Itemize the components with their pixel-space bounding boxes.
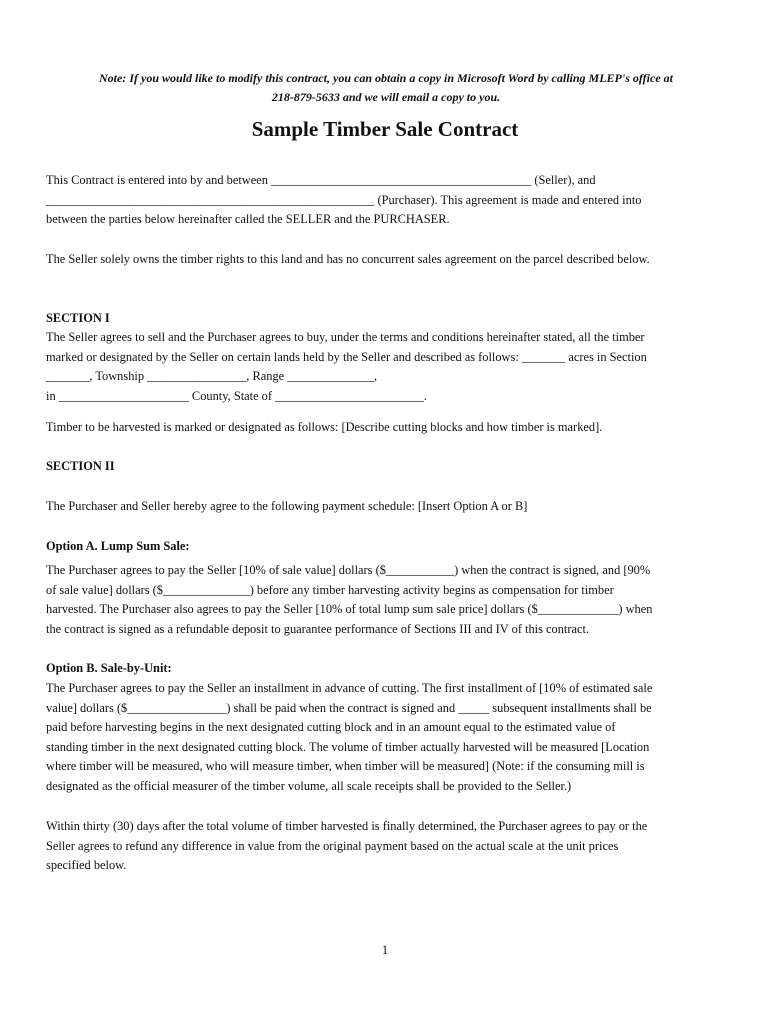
section-2-heading: SECTION II <box>46 459 115 473</box>
option-a-line-4: the contract is signed as a refundable deposit to guarantee performance of Sections III and IV of this contract. <box>46 621 590 636</box>
option-b-line-5: where timber will be measured, who will measure timber, when timber will be measured] (Note: if the consuming mill is <box>46 759 645 774</box>
section-1-line-2: marked or designated by the Seller on certain lands held by the Seller and described as follows: _______ acres in Section <box>46 349 647 364</box>
option-a-line-3: harvested. The Purchaser also agrees to pay the Seller [10% of total lump sum sale price] dollars ($_____________) when <box>46 602 653 617</box>
payment-schedule-line: The Purchaser and Seller hereby agree to the following payment schedule: [Insert Option A or B] <box>46 499 528 513</box>
option-a-line-1: The Purchaser agrees to pay the Seller [10% of sale value] dollars ($___________) when the contract is signed, and [90% <box>46 563 651 577</box>
intro-line-1: This Contract is entered into by and between __________________________________________ (Seller), and <box>46 173 596 187</box>
harvest-line: Timber to be harvested is marked or designated as follows: [Describe cutting blocks and how timber is marked]. <box>46 420 603 434</box>
option-b-line-6: designated as the official measurer of the timber volume, all scale receipts shall be provided to the Seller.) <box>46 778 572 793</box>
option-b-paragraph <box>46 679 726 797</box>
modification-note <box>46 69 726 107</box>
section-1-heading: SECTION I <box>46 311 110 325</box>
note-line-2: 218-879-5633 and we will email a copy to you. <box>271 90 501 104</box>
settlement-line-1: Within thirty (30) days after the total volume of timber harvested is finally determined, the Purchaser agrees to pay or the <box>46 819 648 833</box>
settlement-line-2: Seller agrees to refund any difference in value from the original payment based on the actual scale at the unit prices <box>46 838 619 853</box>
intro-line-3: between the parties below hereinafter called the SELLER and the PURCHASER. <box>46 212 450 227</box>
option-b-line-3: paid before harvesting begins in the next designated cutting block and in an amount equal to the estimated value of <box>46 720 616 735</box>
option-b-heading: Option B. Sale-by-Unit: <box>46 661 172 675</box>
intro-line-2: _____________________________________________________ (Purchaser). This agreement is made and entered into <box>46 192 642 207</box>
section-1-line-3: _______, Township ________________, Range ______________, <box>46 369 378 384</box>
section-1-line-1: The Seller agrees to sell and the Purchaser agrees to buy, under the terms and conditions hereinafter stated, all the timber <box>46 330 645 344</box>
settlement-line-3: specified below. <box>46 858 127 873</box>
option-a-heading: Option A. Lump Sum Sale: <box>46 539 190 553</box>
ownership-line: The Seller solely owns the timber rights to this land and has no concurrent sales agreement on the parcel described below. <box>46 252 650 266</box>
section-1-line-4: in _____________________ County, State of ________________________. <box>46 388 427 403</box>
settlement-paragraph <box>46 817 726 876</box>
option-a-paragraph <box>46 561 726 639</box>
option-b-line-4: standing timber in the next designated cutting block. The volume of timber actually harvested will be measured [Location <box>46 739 650 754</box>
payment-schedule-paragraph <box>46 497 726 517</box>
note-line-1: Note: If you would like to modify this contract, you can obtain a copy in Microsoft Word by calling MLEP's office at <box>99 71 673 85</box>
document-title: Sample Timber Sale Contract <box>251 117 519 141</box>
ownership-paragraph <box>46 250 726 270</box>
option-b-line-2: value] dollars ($________________) shall be paid when the contract is signed and _____ subsequent installments shall be <box>46 700 652 715</box>
page-number: 1 <box>381 943 389 957</box>
option-b-line-1: The Purchaser agrees to pay the Seller an installment in advance of cutting. The first installment of [10% of estimated sale <box>46 681 653 695</box>
intro-paragraph <box>46 171 726 230</box>
section-1-paragraph <box>46 328 726 406</box>
option-a-line-2: of sale value] dollars ($______________) before any timber harvesting activity begins as compensation for timber <box>46 582 614 597</box>
harvest-paragraph <box>46 418 726 438</box>
